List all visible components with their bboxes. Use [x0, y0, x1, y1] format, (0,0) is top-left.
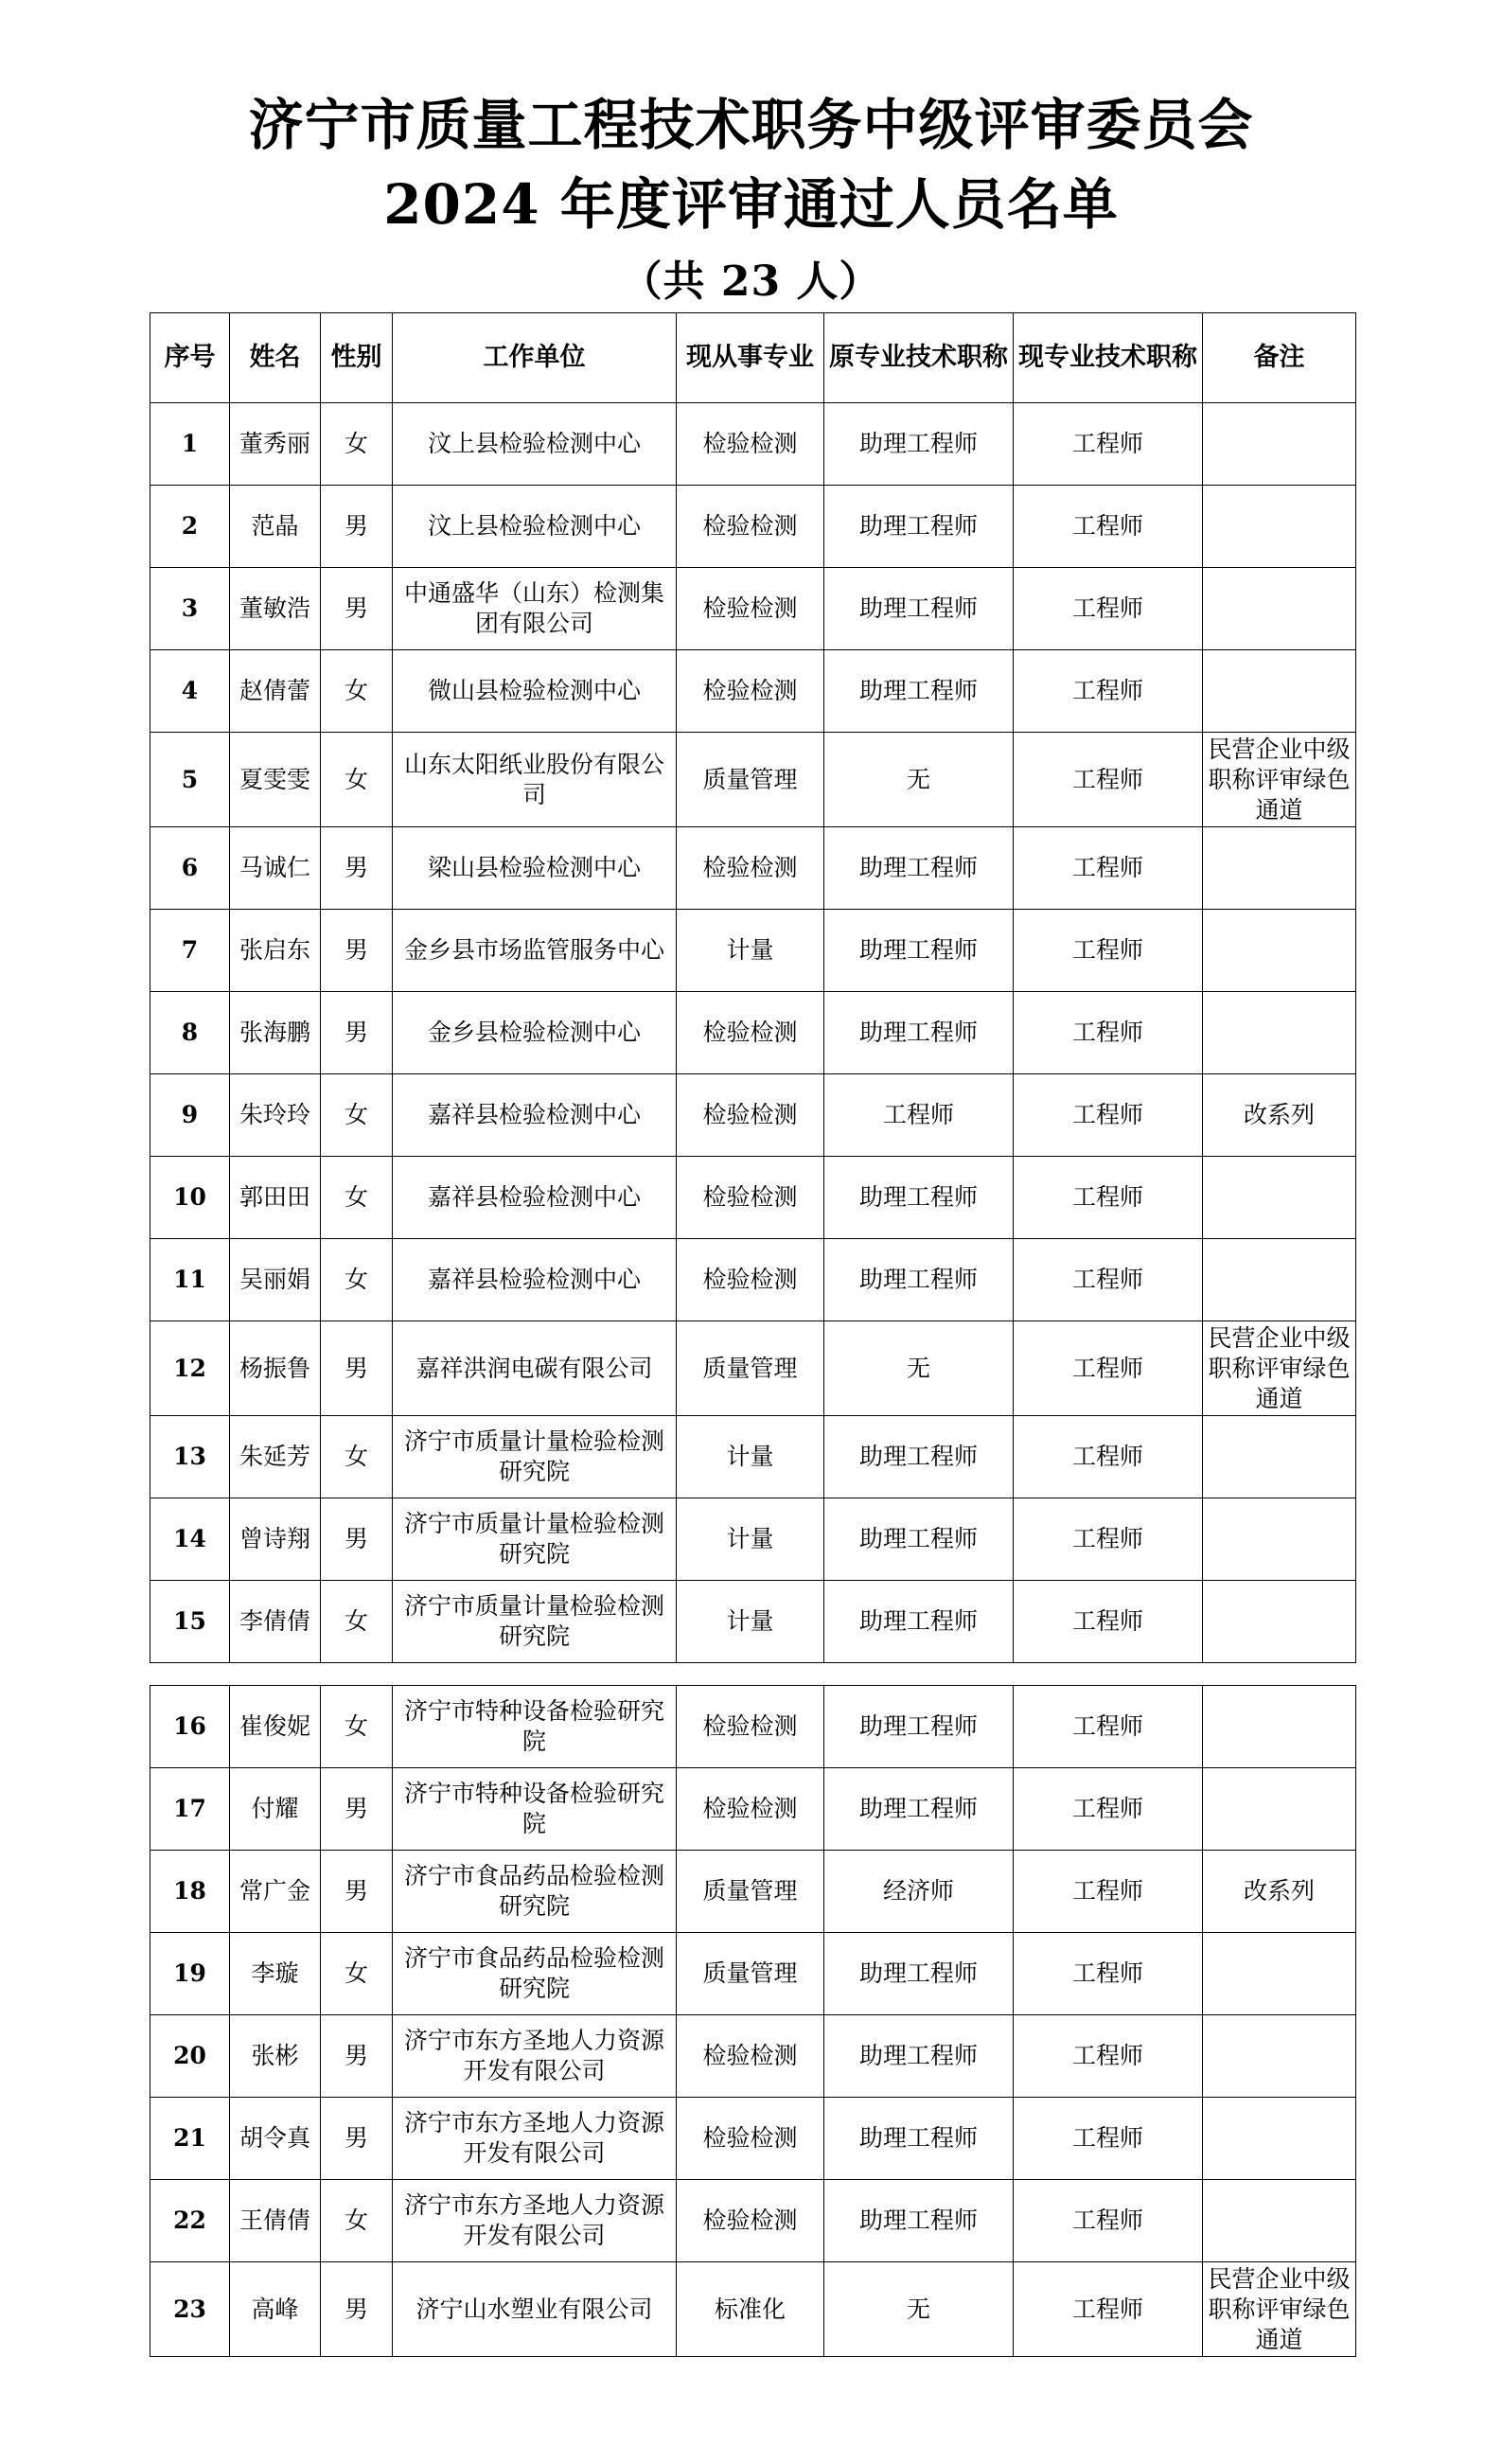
cell-major: 计量	[677, 1416, 824, 1498]
cell-name: 夏雯雯	[230, 733, 321, 827]
cell-name: 张启东	[230, 910, 321, 992]
cell-note: 民营企业中级职称评审绿色通道	[1203, 1321, 1356, 1416]
cell-unit: 微山县检验检测中心	[393, 650, 677, 733]
cell-old-title: 无	[824, 2262, 1014, 2357]
cell-gender: 男	[321, 2015, 393, 2098]
table-row	[150, 1933, 1356, 2015]
cell-no: 1	[150, 403, 230, 486]
cell-old-title: 助理工程师	[824, 1581, 1014, 1663]
cell-unit: 济宁市特种设备检验研究院	[393, 1768, 677, 1851]
table-row	[150, 650, 1356, 733]
cell-gender: 男	[321, 910, 393, 992]
cell-no: 22	[150, 2180, 230, 2262]
header-old-title: 原专业技术职称	[824, 313, 1014, 403]
header-unit: 工作单位	[393, 313, 677, 403]
table-row	[150, 403, 1356, 486]
cell-name: 杨振鲁	[230, 1321, 321, 1416]
cell-major: 标准化	[677, 2262, 824, 2357]
cell-no: 3	[150, 568, 230, 650]
cell-unit: 嘉祥县检验检测中心	[393, 1239, 677, 1321]
cell-old-title: 助理工程师	[824, 1686, 1014, 1768]
table-row	[150, 1321, 1356, 1416]
cell-new-title: 工程师	[1014, 1581, 1203, 1663]
cell-note: 改系列	[1203, 1074, 1356, 1157]
table-row	[150, 568, 1356, 650]
cell-new-title: 工程师	[1014, 1686, 1203, 1768]
cell-no: 23	[150, 2262, 230, 2357]
cell-major: 检验检测	[677, 486, 824, 568]
cell-old-title: 助理工程师	[824, 1239, 1014, 1321]
table-row	[150, 827, 1356, 910]
cell-name: 李倩倩	[230, 1581, 321, 1663]
cell-unit: 济宁山水塑业有限公司	[393, 2262, 677, 2357]
cell-major: 质量管理	[677, 1851, 824, 1933]
cell-old-title: 助理工程师	[824, 2015, 1014, 2098]
cell-major: 计量	[677, 1581, 824, 1663]
cell-new-title: 工程师	[1014, 1416, 1203, 1498]
cell-gender: 女	[321, 1074, 393, 1157]
cell-unit: 嘉祥洪润电碳有限公司	[393, 1321, 677, 1416]
table-row	[150, 2015, 1356, 2098]
cell-no: 10	[150, 1157, 230, 1239]
cell-new-title: 工程师	[1014, 403, 1203, 486]
header-no: 序号	[150, 313, 230, 403]
table-row	[150, 1581, 1356, 1663]
table-row	[150, 2262, 1356, 2357]
cell-unit: 汶上县检验检测中心	[393, 486, 677, 568]
cell-note	[1203, 1768, 1356, 1851]
cell-unit: 中通盛华（山东）检测集团有限公司	[393, 568, 677, 650]
cell-old-title: 无	[824, 1321, 1014, 1416]
cell-note: 民营企业中级职称评审绿色通道	[1203, 2262, 1356, 2357]
cell-no: 15	[150, 1581, 230, 1663]
cell-gender: 男	[321, 1851, 393, 1933]
cell-no: 18	[150, 1851, 230, 1933]
cell-gender: 女	[321, 1933, 393, 2015]
cell-old-title: 助理工程师	[824, 910, 1014, 992]
cell-major: 检验检测	[677, 2098, 824, 2180]
cell-gender: 男	[321, 2098, 393, 2180]
cell-major: 检验检测	[677, 827, 824, 910]
cell-new-title: 工程师	[1014, 733, 1203, 827]
table-header-row	[150, 313, 1356, 403]
cell-major: 检验检测	[677, 1768, 824, 1851]
cell-unit: 嘉祥县检验检测中心	[393, 1157, 677, 1239]
cell-old-title: 工程师	[824, 1074, 1014, 1157]
cell-gender: 男	[321, 1321, 393, 1416]
cell-new-title: 工程师	[1014, 2015, 1203, 2098]
cell-name: 董秀丽	[230, 403, 321, 486]
cell-new-title: 工程师	[1014, 1157, 1203, 1239]
cell-note	[1203, 2180, 1356, 2262]
cell-name: 吴丽娟	[230, 1239, 321, 1321]
cell-unit: 金乡县市场监管服务中心	[393, 910, 677, 992]
cell-note	[1203, 1416, 1356, 1498]
cell-name: 郭田田	[230, 1157, 321, 1239]
table-row	[150, 2180, 1356, 2262]
table-row	[150, 733, 1356, 827]
cell-note	[1203, 827, 1356, 910]
table-row	[150, 486, 1356, 568]
cell-gender: 男	[321, 992, 393, 1074]
cell-new-title: 工程师	[1014, 827, 1203, 910]
cell-unit: 济宁市食品药品检验检测研究院	[393, 1933, 677, 2015]
cell-name: 董敏浩	[230, 568, 321, 650]
cell-new-title: 工程师	[1014, 1851, 1203, 1933]
cell-old-title: 助理工程师	[824, 403, 1014, 486]
cell-name: 张海鹏	[230, 992, 321, 1074]
cell-no: 16	[150, 1686, 230, 1768]
cell-gender: 男	[321, 486, 393, 568]
cell-old-title: 助理工程师	[824, 992, 1014, 1074]
cell-name: 高峰	[230, 2262, 321, 2357]
table-row	[150, 1239, 1356, 1321]
cell-old-title: 助理工程师	[824, 650, 1014, 733]
cell-gender: 女	[321, 1416, 393, 1498]
cell-unit: 济宁市食品药品检验检测研究院	[393, 1851, 677, 1933]
cell-gender: 女	[321, 1581, 393, 1663]
cell-gender: 女	[321, 1686, 393, 1768]
header-name: 姓名	[230, 313, 321, 403]
cell-old-title: 助理工程师	[824, 827, 1014, 910]
cell-new-title: 工程师	[1014, 1933, 1203, 2015]
cell-note	[1203, 2098, 1356, 2180]
table-row	[150, 2098, 1356, 2180]
cell-note	[1203, 1157, 1356, 1239]
cell-old-title: 助理工程师	[824, 1933, 1014, 2015]
cell-gender: 女	[321, 650, 393, 733]
cell-new-title: 工程师	[1014, 2262, 1203, 2357]
cell-note	[1203, 568, 1356, 650]
cell-new-title: 工程师	[1014, 2180, 1203, 2262]
cell-new-title: 工程师	[1014, 2098, 1203, 2180]
cell-note	[1203, 992, 1356, 1074]
table-row	[150, 1416, 1356, 1498]
cell-old-title: 助理工程师	[824, 486, 1014, 568]
cell-no: 13	[150, 1416, 230, 1498]
table-row	[150, 1498, 1356, 1581]
cell-major: 检验检测	[677, 1157, 824, 1239]
header-major: 现从事专业	[677, 313, 824, 403]
cell-gender: 女	[321, 1157, 393, 1239]
cell-no: 9	[150, 1074, 230, 1157]
cell-gender: 女	[321, 1239, 393, 1321]
document-subtitle: 2024 年度评审通过人员名单	[383, 172, 1119, 237]
cell-name: 张彬	[230, 2015, 321, 2098]
cell-note	[1203, 403, 1356, 486]
cell-major: 检验检测	[677, 650, 824, 733]
cell-new-title: 工程师	[1014, 1239, 1203, 1321]
cell-new-title: 工程师	[1014, 1321, 1203, 1416]
document-title: 济宁市质量工程技术职务中级评审委员会	[248, 93, 1254, 157]
cell-no: 19	[150, 1933, 230, 2015]
cell-new-title: 工程师	[1014, 910, 1203, 992]
cell-no: 5	[150, 733, 230, 827]
table-row	[150, 992, 1356, 1074]
cell-old-title: 助理工程师	[824, 568, 1014, 650]
cell-note	[1203, 1686, 1356, 1768]
cell-unit: 嘉祥县检验检测中心	[393, 1074, 677, 1157]
header-note: 备注	[1203, 313, 1356, 403]
cell-major: 检验检测	[677, 2015, 824, 2098]
cell-no: 12	[150, 1321, 230, 1416]
cell-no: 20	[150, 2015, 230, 2098]
cell-gender: 女	[321, 733, 393, 827]
table-row	[150, 1074, 1356, 1157]
cell-gender: 男	[321, 827, 393, 910]
cell-old-title: 助理工程师	[824, 1416, 1014, 1498]
cell-major: 检验检测	[677, 1686, 824, 1768]
cell-name: 崔俊妮	[230, 1686, 321, 1768]
cell-unit: 济宁市东方圣地人力资源开发有限公司	[393, 2180, 677, 2262]
cell-no: 14	[150, 1498, 230, 1581]
cell-old-title: 助理工程师	[824, 1768, 1014, 1851]
cell-major: 质量管理	[677, 1321, 824, 1416]
cell-major: 计量	[677, 1498, 824, 1581]
cell-gender: 女	[321, 2180, 393, 2262]
cell-name: 付耀	[230, 1768, 321, 1851]
cell-note	[1203, 2015, 1356, 2098]
cell-unit: 济宁市东方圣地人力资源开发有限公司	[393, 2098, 677, 2180]
cell-old-title: 助理工程师	[824, 2098, 1014, 2180]
cell-note	[1203, 910, 1356, 992]
cell-name: 曾诗翔	[230, 1498, 321, 1581]
cell-gender: 女	[321, 403, 393, 486]
cell-unit: 济宁市特种设备检验研究院	[393, 1686, 677, 1768]
cell-no: 11	[150, 1239, 230, 1321]
header-new-title: 现专业技术职称	[1014, 313, 1203, 403]
cell-unit: 济宁市质量计量检验检测研究院	[393, 1416, 677, 1498]
cell-new-title: 工程师	[1014, 992, 1203, 1074]
cell-note: 改系列	[1203, 1851, 1356, 1933]
cell-major: 计量	[677, 910, 824, 992]
cell-note	[1203, 1933, 1356, 2015]
cell-note	[1203, 1581, 1356, 1663]
total-count: （共 23 人）	[620, 257, 882, 306]
cell-gender: 男	[321, 1768, 393, 1851]
cell-unit: 梁山县检验检测中心	[393, 827, 677, 910]
cell-new-title: 工程师	[1014, 1074, 1203, 1157]
cell-no: 17	[150, 1768, 230, 1851]
cell-no: 8	[150, 992, 230, 1074]
cell-major: 质量管理	[677, 1933, 824, 2015]
cell-new-title: 工程师	[1014, 486, 1203, 568]
cell-gender: 男	[321, 1498, 393, 1581]
cell-no: 4	[150, 650, 230, 733]
cell-old-title: 助理工程师	[824, 1157, 1014, 1239]
cell-major: 质量管理	[677, 733, 824, 827]
cell-unit: 济宁市东方圣地人力资源开发有限公司	[393, 2015, 677, 2098]
cell-note	[1203, 650, 1356, 733]
cell-old-title: 助理工程师	[824, 1498, 1014, 1581]
cell-name: 范晶	[230, 486, 321, 568]
cell-major: 检验检测	[677, 403, 824, 486]
cell-name: 胡令真	[230, 2098, 321, 2180]
cell-name: 朱延芳	[230, 1416, 321, 1498]
cell-major: 检验检测	[677, 1074, 824, 1157]
table-row	[150, 1768, 1356, 1851]
cell-name: 王倩倩	[230, 2180, 321, 2262]
cell-new-title: 工程师	[1014, 568, 1203, 650]
table-row	[150, 910, 1356, 992]
cell-new-title: 工程师	[1014, 650, 1203, 733]
cell-new-title: 工程师	[1014, 1498, 1203, 1581]
cell-no: 6	[150, 827, 230, 910]
cell-major: 检验检测	[677, 1239, 824, 1321]
cell-unit: 济宁市质量计量检验检测研究院	[393, 1498, 677, 1581]
table-row	[150, 1686, 1356, 1768]
table-row	[150, 1157, 1356, 1239]
cell-no: 21	[150, 2098, 230, 2180]
cell-note	[1203, 1239, 1356, 1321]
personnel-table-part-1	[150, 312, 1356, 1663]
cell-old-title: 经济师	[824, 1851, 1014, 1933]
cell-major: 检验检测	[677, 568, 824, 650]
cell-new-title: 工程师	[1014, 1768, 1203, 1851]
cell-major: 检验检测	[677, 2180, 824, 2262]
cell-unit: 山东太阳纸业股份有限公司	[393, 733, 677, 827]
cell-old-title: 无	[824, 733, 1014, 827]
cell-name: 赵倩蕾	[230, 650, 321, 733]
cell-note: 民营企业中级职称评审绿色通道	[1203, 733, 1356, 827]
cell-name: 朱玲玲	[230, 1074, 321, 1157]
personnel-table-part-2	[150, 1685, 1356, 2357]
cell-old-title: 助理工程师	[824, 2180, 1014, 2262]
header-gender: 性别	[321, 313, 393, 403]
cell-name: 李璇	[230, 1933, 321, 2015]
cell-gender: 男	[321, 2262, 393, 2357]
cell-note	[1203, 486, 1356, 568]
cell-major: 检验检测	[677, 992, 824, 1074]
table-row	[150, 1851, 1356, 1933]
cell-note	[1203, 1498, 1356, 1581]
cell-no: 7	[150, 910, 230, 992]
cell-no: 2	[150, 486, 230, 568]
cell-gender: 男	[321, 568, 393, 650]
cell-unit: 金乡县检验检测中心	[393, 992, 677, 1074]
cell-unit: 济宁市质量计量检验检测研究院	[393, 1581, 677, 1663]
cell-unit: 汶上县检验检测中心	[393, 403, 677, 486]
cell-name: 常广金	[230, 1851, 321, 1933]
cell-name: 马诚仁	[230, 827, 321, 910]
